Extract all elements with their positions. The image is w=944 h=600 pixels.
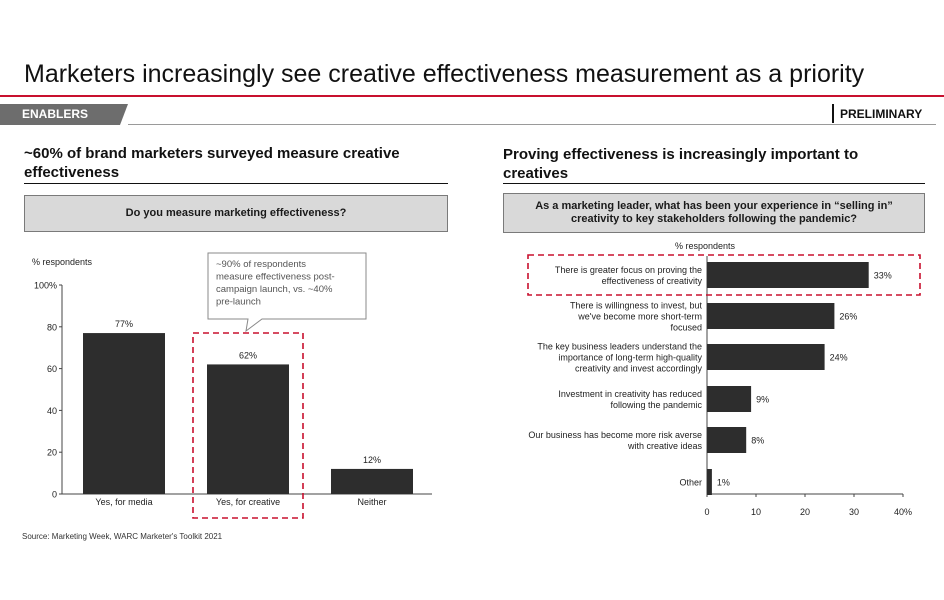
category-label: There is greater focus on proving the [554, 265, 702, 275]
bar-value-label: 26% [839, 311, 858, 322]
x-tick-label: 0 [704, 507, 710, 517]
y-tick-label: 20 [46, 447, 57, 458]
status-badge: PRELIMINARY [840, 107, 923, 121]
bar [707, 469, 712, 495]
bar-value-label: 8% [751, 435, 765, 446]
bar [707, 303, 834, 329]
x-tick-label: 40% [893, 507, 913, 517]
bar [707, 386, 751, 412]
callout-text-line: campaign launch, vs. ~40% [216, 284, 333, 295]
y-tick-label: 80 [46, 322, 57, 333]
section-tag-label: ENABLERS [22, 107, 89, 121]
callout-text-line: ~90% of respondents [216, 259, 307, 270]
bar [707, 262, 869, 288]
bar-value-label: 33% [873, 270, 892, 281]
callout-text-line: measure effectiveness post- [216, 271, 335, 283]
x-tick-label: Yes, for creative [215, 497, 281, 507]
bar-value-label: 1% [716, 477, 730, 488]
y-axis-label: % respondents [32, 257, 93, 267]
category-label: Our business has become more risk averse [528, 430, 702, 440]
x-tick-label: 20 [799, 507, 811, 517]
bar [707, 344, 825, 370]
category-label: creativity and invest accordingly [574, 363, 702, 374]
category-label: The key business leaders understand the [537, 341, 702, 352]
bar-value-label: 12% [362, 454, 382, 465]
bar-value-label: 24% [829, 352, 848, 363]
category-label: with creative ideas [627, 441, 702, 451]
x-tick-label: 10 [750, 507, 762, 517]
category-label: focused [670, 322, 702, 333]
x-tick-label: Neither [357, 497, 387, 507]
right-question-text: As a marketing leader, what has been your experience in “selling in” creativity to key stakeholders following the pandemic? [535, 200, 893, 225]
left-panel-heading: ~60% of brand marketers surveyed measure creative effectiveness [24, 145, 400, 181]
y-tick-label: 60 [46, 364, 57, 375]
bar-value-label: 62% [238, 350, 258, 361]
left-question-text: Do you measure marketing effectiveness? [125, 207, 347, 219]
y-tick-label: 40 [46, 405, 57, 416]
category-label: There is willingness to invest, but [569, 300, 702, 311]
category-label: we've become more short-term [578, 311, 702, 322]
x-tick-label: 30 [848, 507, 860, 517]
category-label: following the pandemic [610, 400, 702, 410]
category-label: Other [679, 477, 702, 488]
y-tick-label: 0 [51, 489, 57, 500]
x-axis-label: % respondents [674, 241, 736, 251]
bar-value-label: 9% [756, 394, 770, 405]
x-tick-label: Yes, for media [95, 497, 153, 507]
category-label: effectiveness of creativity [601, 276, 702, 286]
source-note: Source: Marketing Week, WARC Marketer's Toolkit 2021 [22, 532, 223, 541]
right-panel-heading: Proving effectiveness is increasingly important to creatives [503, 146, 859, 182]
callout-text-line: pre-launch [216, 296, 261, 308]
bar [707, 427, 746, 453]
bar-value-label: 77% [114, 319, 134, 330]
category-label: importance of long-term high-quality [558, 352, 702, 363]
y-tick-label: 100% [33, 280, 57, 291]
page-title: Marketers increasingly see creative effectiveness measurement as a priority [24, 60, 865, 88]
category-label: Investment in creativity has reduced [558, 389, 702, 399]
